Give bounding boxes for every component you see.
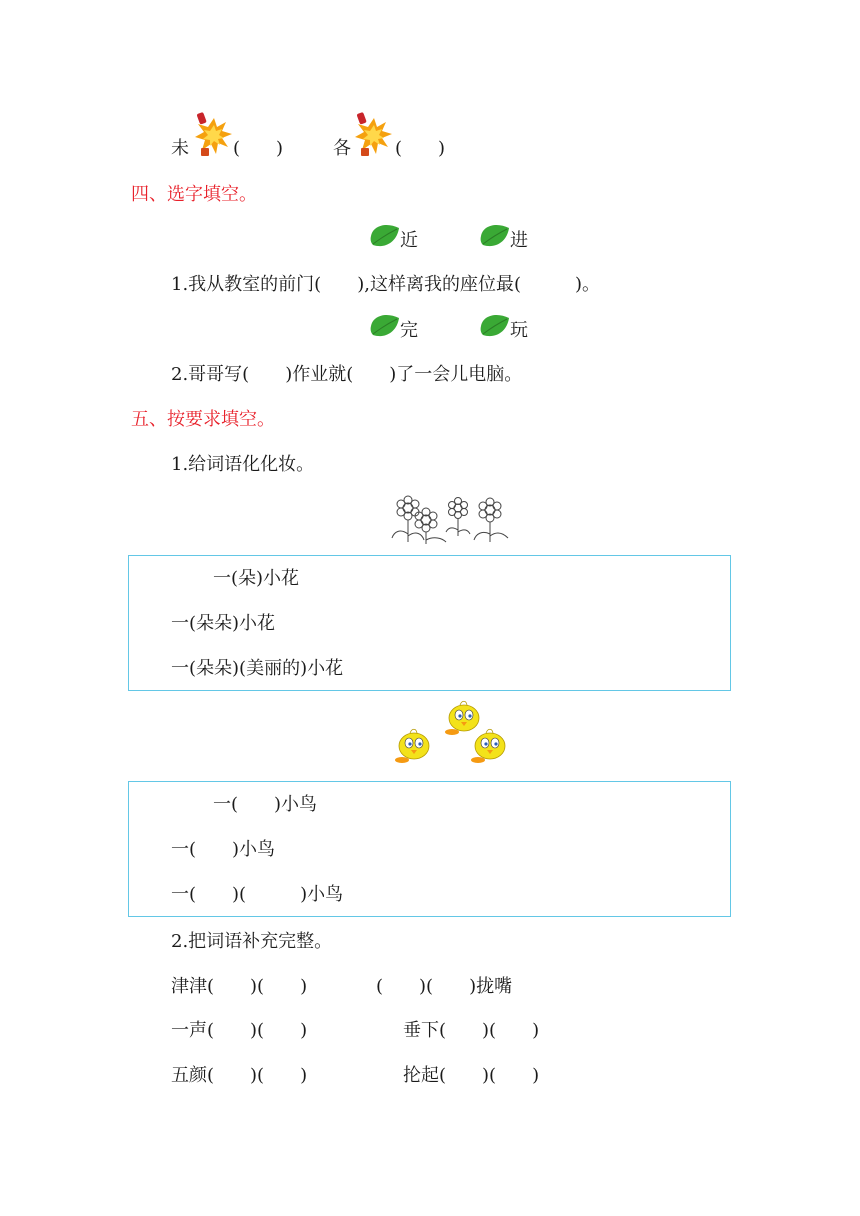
idiom-left-1[interactable]: 津津( )( ) — [171, 976, 308, 997]
q2-option-a: 完 — [400, 320, 418, 341]
leaf-icon — [369, 312, 401, 340]
firecracker-icon — [192, 110, 234, 160]
top-blank-2[interactable]: ( ) — [395, 138, 446, 159]
bird-phrase-3[interactable]: 一( )( )小鸟 — [171, 884, 344, 905]
flowers-illustration — [388, 494, 514, 546]
part-1-title: 1.给词语化化妆。 — [171, 454, 315, 475]
part-2-title: 2.把词语补充完整。 — [171, 931, 333, 952]
q1-option-a: 近 — [400, 230, 418, 251]
leaf-icon — [479, 312, 511, 340]
idiom-right-2[interactable]: 垂下( )( ) — [403, 1020, 540, 1041]
q1-text: 1.我从教室的前门( ),这样离我的座位最( )。 — [171, 274, 600, 295]
top-char-2: 各 — [333, 138, 351, 159]
flower-phrase-2: 一(朵朵)小花 — [171, 613, 276, 634]
q1-option-b: 进 — [510, 230, 528, 251]
section-4-heading: 四、选字填空。 — [131, 184, 257, 205]
idiom-right-3[interactable]: 抡起( )( ) — [403, 1065, 540, 1086]
q2-option-b: 玩 — [510, 320, 528, 341]
leaf-icon — [369, 222, 401, 250]
firecracker-icon — [352, 110, 394, 160]
q2-text: 2.哥哥写( )作业就( )了一会儿电脑。 — [171, 364, 523, 385]
top-blank-1[interactable]: ( ) — [233, 138, 284, 159]
birds-illustration — [386, 700, 516, 776]
leaf-icon — [479, 222, 511, 250]
flower-phrase-3: 一(朵朵)(美丽的)小花 — [171, 658, 344, 679]
top-char-1: 未 — [171, 138, 189, 159]
idiom-left-3[interactable]: 五颜( )( ) — [171, 1065, 308, 1086]
bird-phrase-1[interactable]: 一( )小鸟 — [213, 794, 318, 815]
flower-phrase-1: 一(朵)小花 — [213, 568, 300, 589]
idiom-right-1[interactable]: ( )( )拢嘴 — [376, 976, 513, 997]
idiom-left-2[interactable]: 一声( )( ) — [171, 1020, 308, 1041]
section-5-heading: 五、按要求填空。 — [131, 409, 275, 430]
bird-phrase-2[interactable]: 一( )小鸟 — [171, 839, 276, 860]
